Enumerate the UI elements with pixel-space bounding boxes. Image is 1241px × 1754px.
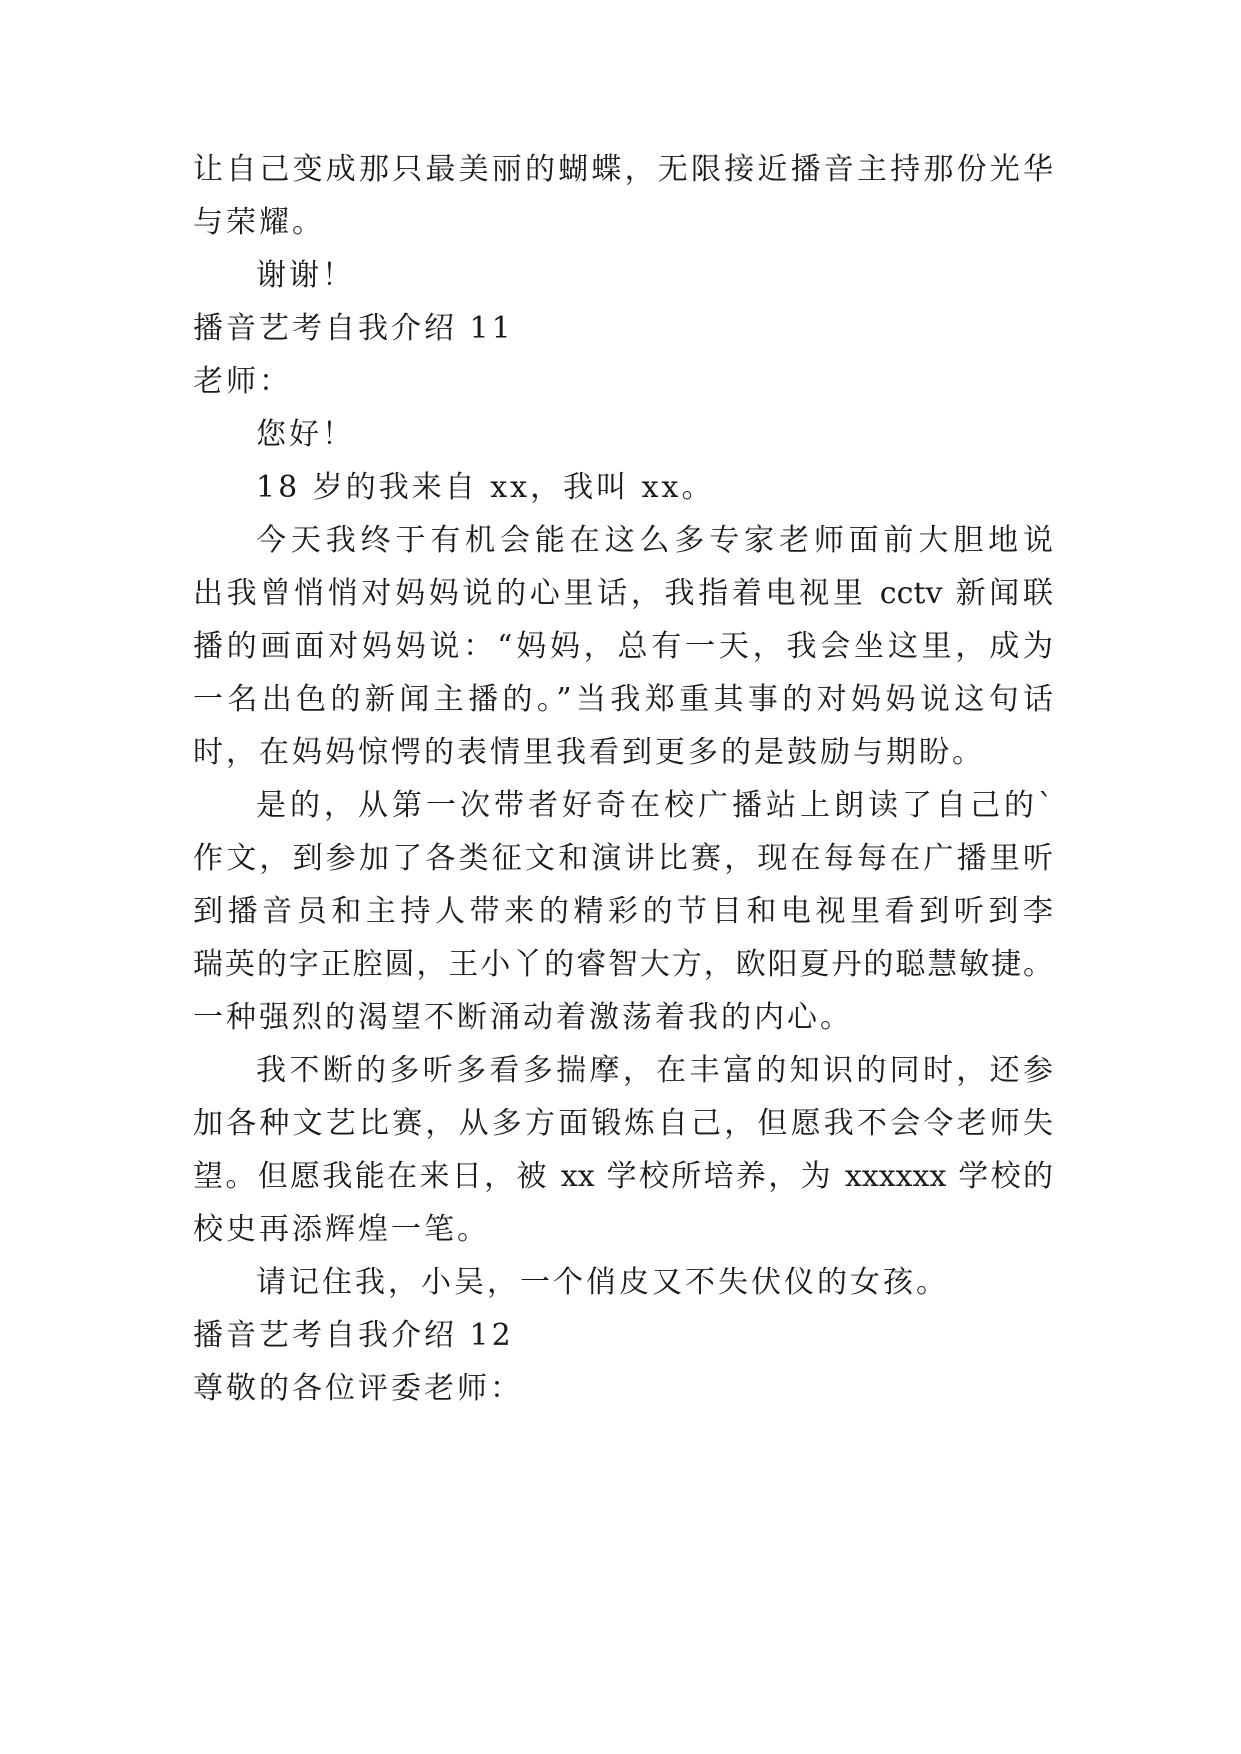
text-line: 加各种文艺比赛，从多方面锻炼自己，但愿我不会令老师失 — [193, 1106, 1053, 1141]
section-heading: 播音艺考自我介绍 12 — [193, 1318, 514, 1353]
text-line: 瑞英的字正腔圆，王小丫的睿智大方，欧阳夏丹的聪慧敏捷。 — [193, 947, 1053, 982]
text-line: 与荣耀。 — [193, 205, 325, 240]
text-line: 播的画面对妈妈说：“妈妈，总有一天，我会坐这里，成为 — [193, 629, 1053, 664]
text-line: 18 岁的我来自 xx，我叫 xx。 — [256, 470, 715, 505]
text-line: 今天我终于有机会能在这么多专家老师面前大胆地说 — [256, 523, 1053, 558]
text-line: 您好！ — [256, 417, 355, 452]
text-line: 谢谢！ — [256, 258, 355, 293]
text-line: 出我曾悄悄对妈妈说的心里话，我指着电视里 cctv 新闻联 — [193, 576, 1053, 611]
text-line: 请记住我，小吴，一个俏皮又不失伏仪的女孩。 — [256, 1265, 949, 1300]
text-line: 校史再添辉煌一笔。 — [193, 1212, 490, 1247]
section-heading: 播音艺考自我介绍 11 — [193, 311, 514, 346]
text-line: 时，在妈妈惊愕的表情里我看到更多的是鼓励与期盼。 — [193, 735, 985, 770]
salutation: 老师： — [193, 364, 292, 399]
text-line: 作文，到参加了各类征文和演讲比赛，现在每每在广播里听 — [193, 841, 1053, 876]
text-line: 是的，从第一次带者好奇在校广播站上朗读了自己的` — [256, 788, 1053, 823]
text-line: 一名出色的新闻主播的。”当我郑重其事的对妈妈说这句话 — [193, 682, 1053, 717]
text-line: 我不断的多听多看多揣摩，在丰富的知识的同时，还参 — [256, 1053, 1053, 1088]
salutation: 尊敬的各位评委老师： — [193, 1371, 523, 1406]
text-line: 望。但愿我能在来日，被 xx 学校所培养，为 xxxxxx 学校的 — [193, 1159, 1053, 1194]
text-line: 到播音员和主持人带来的精彩的节目和电视里看到听到李 — [193, 894, 1053, 929]
text-line: 让自己变成那只最美丽的蝴蝶，无限接近播音主持那份光华 — [193, 152, 1053, 187]
text-line: 一种强烈的渴望不断涌动着激荡着我的内心。 — [193, 1000, 853, 1035]
